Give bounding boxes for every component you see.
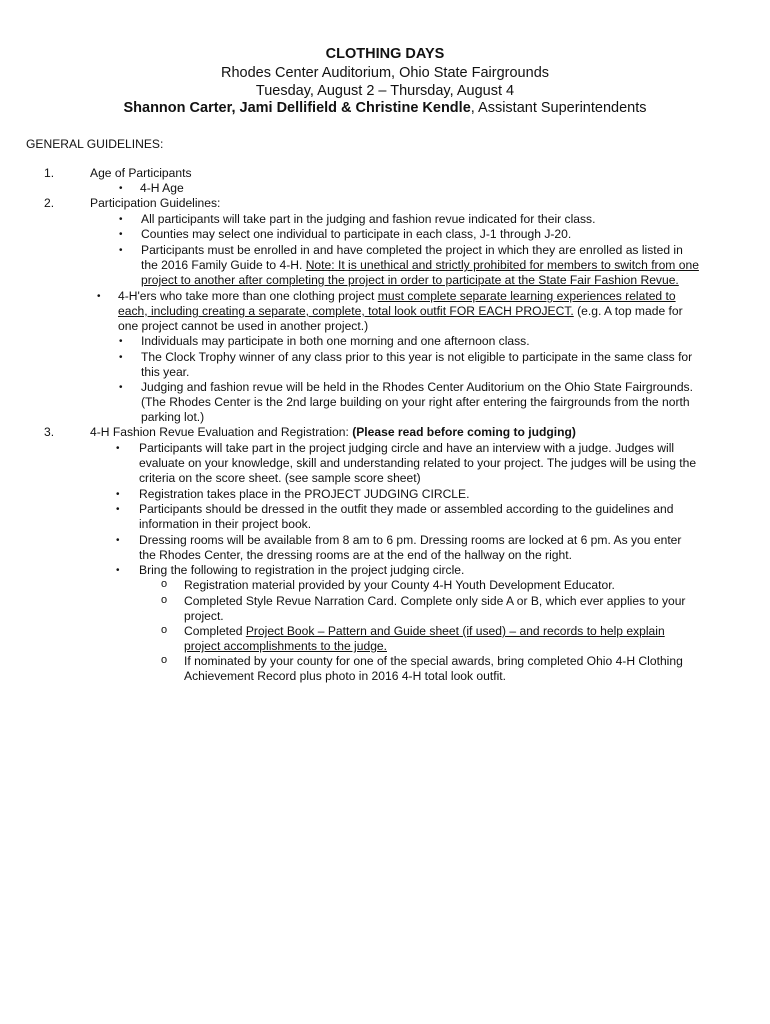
text-plain: the 2016 Family Guide to 4-H. xyxy=(141,258,306,272)
section-3-sub-4-line-1: If nominated by your county for one of the special awards, bring completed Ohio 4-H Clothing xyxy=(184,654,683,668)
section-2-title: Participation Guidelines: xyxy=(90,196,221,210)
bullet-icon: • xyxy=(116,565,120,576)
bullet-icon: • xyxy=(97,291,101,302)
text-underlined: must complete separate learning experiences related to xyxy=(377,289,676,303)
section-2-bullet-4-line-1 xyxy=(118,289,676,304)
section-3-sub-2-line-2: project. xyxy=(184,609,224,623)
section-3-bullet-4-line-2: the Rhodes Center, the dressing rooms are at the end of the hallway on the right. xyxy=(139,548,572,562)
dates-line: Tuesday, August 2 – Thursday, August 4 xyxy=(255,83,515,99)
section-3-title xyxy=(90,425,576,440)
section-3-sub-2-line-1: Completed Style Revue Narration Card. Complete only side A or B, which ever applies to your xyxy=(184,594,686,608)
section-3-sub-3-line-2: project accomplishments to the judge. xyxy=(184,639,388,653)
section-2-bullet-5: Individuals may participate in both one morning and one afternoon class. xyxy=(141,334,530,348)
text-plain: (e.g. A top made for xyxy=(573,304,683,318)
text-underlined: each, including creating a separate, complete, total look outfit FOR EACH PROJECT. xyxy=(118,304,574,318)
section-3-bullet-5: Bring the following to registration in the project judging circle. xyxy=(139,563,465,577)
section-2-bullet-7-line-1: Judging and fashion revue will be held in the Rhodes Center Auditorium on the Ohio State Fairgrounds. xyxy=(141,380,693,394)
section-2-bullet-3-line-3: project to another after completing the project in order to participate at the State Fair Fashion Revue. xyxy=(141,273,679,287)
bullet-icon: • xyxy=(119,214,123,225)
section-2-bullet-6-line-2: this year. xyxy=(141,365,190,379)
superintendents-role: , Assistant Superintendents xyxy=(470,100,647,116)
section-1-number: 1. xyxy=(44,166,55,180)
section-3-sub-4-line-2: Achievement Record plus photo in 2016 4-H total look outfit. xyxy=(184,669,507,683)
section-1-bullet-1: 4-H Age xyxy=(140,181,184,195)
bullet-icon: • xyxy=(119,336,123,347)
circle-bullet-icon: o xyxy=(161,594,168,606)
section-2-bullet-3-line-2 xyxy=(141,258,699,273)
circle-bullet-icon: o xyxy=(161,624,168,636)
section-3-bullet-1-line-3: criteria on the score sheet. (see sample score sheet) xyxy=(139,471,421,485)
superintendents-line xyxy=(0,100,770,116)
bullet-icon: • xyxy=(119,352,123,363)
section-2-bullet-1: All participants will take part in the judging and fashion revue indicated for their class. xyxy=(141,212,596,226)
bullet-icon: • xyxy=(116,443,120,454)
text-plain: 4-H'ers who take more than one clothing project xyxy=(118,289,378,303)
bullet-icon: • xyxy=(119,183,123,194)
section-3-bullet-2: Registration takes place in the PROJECT JUDGING CIRCLE. xyxy=(139,487,470,501)
text-plain: 4-H Fashion Revue Evaluation and Registration: xyxy=(90,425,353,439)
section-3-number: 3. xyxy=(44,425,55,439)
bullet-icon: • xyxy=(119,382,123,393)
section-1-title: Age of Participants xyxy=(90,166,192,180)
section-3-bullet-3-line-2: information in their project book. xyxy=(139,517,312,531)
bullet-icon: • xyxy=(119,245,123,256)
section-2-bullet-4-line-3: one project cannot be used in another project.) xyxy=(118,319,369,333)
section-2-bullet-6-line-1: The Clock Trophy winner of any class prior to this year is not eligible to participate in the same class for xyxy=(141,350,693,364)
bullet-icon: • xyxy=(116,504,120,515)
document-title: CLOTHING DAYS xyxy=(325,46,445,62)
venue-line: Rhodes Center Auditorium, Ohio State Fairgrounds xyxy=(220,65,550,81)
section-3-sub-1: Registration material provided by your County 4-H Youth Development Educator. xyxy=(184,578,615,592)
circle-bullet-icon: o xyxy=(161,578,168,590)
circle-bullet-icon: o xyxy=(161,654,168,666)
section-3-bullet-1-line-1: Participants will take part in the project judging circle and have an interview with a judge. Judges will xyxy=(139,441,675,455)
section-2-bullet-4-line-2 xyxy=(118,304,683,319)
section-3-bullet-3-line-1: Participants should be dressed in the outfit they made or assembled according to the guidelines and xyxy=(139,502,674,516)
bullet-icon: • xyxy=(116,489,120,500)
section-2-bullet-7-line-3: parking lot.) xyxy=(141,410,205,424)
text-underlined: Project Book – Pattern and Guide sheet (if used) – and records to help explain xyxy=(245,624,665,638)
section-2-number: 2. xyxy=(44,196,55,210)
section-2-bullet-7-line-2: (The Rhodes Center is the 2nd large building on your right after entering the fairgrounds from the north xyxy=(141,395,690,409)
section-3-bullet-1-line-2: evaluate on your knowledge, skill and understanding related to your project. The judges will be using the xyxy=(139,456,697,470)
section-3-sub-3-line-1 xyxy=(184,624,665,639)
superintendents-names: Shannon Carter, Jami Dellifield & Christine Kendle xyxy=(123,100,471,116)
general-guidelines-heading: GENERAL GUIDELINES: xyxy=(26,137,164,151)
text-underlined: Note: It is unethical and strictly prohibited for members to switch from one xyxy=(305,258,699,272)
section-2-bullet-3-line-1: Participants must be enrolled in and have completed the project in which they are enrolled as listed in xyxy=(141,243,683,257)
section-3-bullet-4-line-1: Dressing rooms will be available from 8 am to 6 pm. Dressing rooms are locked at 6 pm. As you enter xyxy=(139,533,682,547)
text-bold: (Please read before coming to judging) xyxy=(352,425,576,439)
text-plain: Completed xyxy=(184,624,246,638)
bullet-icon: • xyxy=(119,229,123,240)
bullet-icon: • xyxy=(116,535,120,546)
section-2-bullet-2: Counties may select one individual to participate in each class, J-1 through J-20. xyxy=(141,227,572,241)
